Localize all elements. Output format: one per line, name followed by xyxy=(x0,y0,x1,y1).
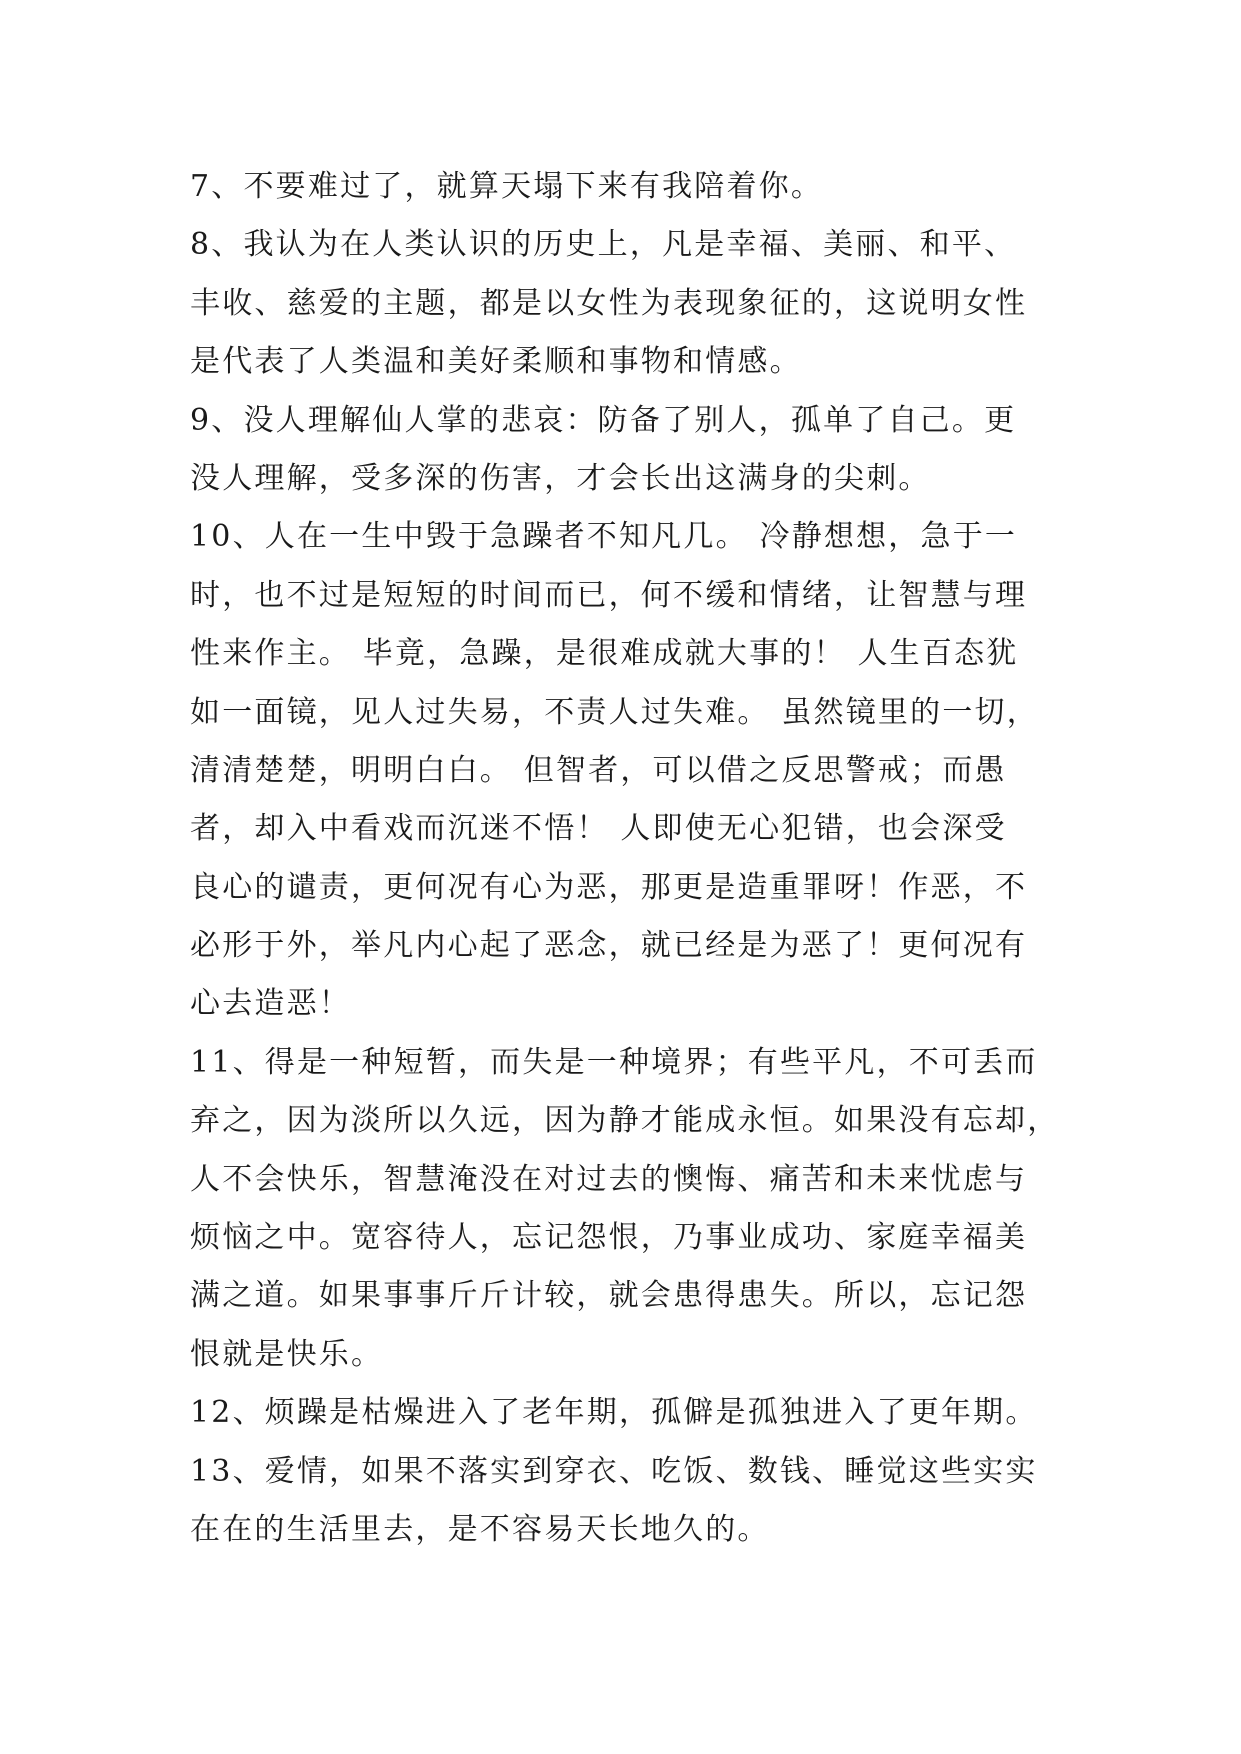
text-line: 丰收、慈爱的主题，都是以女性为表现象征的，这说明女性 xyxy=(190,285,1028,321)
text-line: 12、烦躁是枯燥进入了老年期，孤僻是孤独进入了更年期。 xyxy=(190,1395,1038,1431)
text-line: 11、得是一种短暂，而失是一种境界；有些平凡，不可丢而 xyxy=(190,1044,1038,1080)
text-line: 没人理解，受多深的伤害，才会长出这满身的尖刺。 xyxy=(190,460,931,496)
text-line: 如一面镜，见人过失易，不责人过失难。 虽然镜里的一切， xyxy=(190,694,1039,730)
text-line: 良心的谴责，更何况有心为恶，那更是造重罪呀！作恶，不 xyxy=(190,869,1028,905)
text-line: 恨就是快乐。 xyxy=(190,1336,384,1372)
text-line: 清清楚楚，明明白白。 但智者，可以借之反思警戒；而愚 xyxy=(190,752,1007,788)
text-line: 8、我认为在人类认识的历史上，凡是幸福、美丽、和平、 xyxy=(190,227,1017,263)
text-line: 10、人在一生中毁于急躁者不知凡几。 冷静想想，急于一 xyxy=(190,519,1018,555)
text-line: 者，却入中看戏而沉迷不悟！ 人即使无心犯错，也会深受 xyxy=(190,811,1007,847)
text-line: 9、没人理解仙人掌的悲哀：防备了别人，孤单了自己。更 xyxy=(190,402,1017,438)
text-line: 弃之，因为淡所以久远，因为静才能成永恒。如果没有忘却， xyxy=(190,1103,1060,1139)
text-line: 性来作主。 毕竟，急躁，是很难成就大事的！ 人生百态犹 xyxy=(190,636,1019,672)
text-line: 时，也不过是短短的时间而已，何不缓和情绪，让智慧与理 xyxy=(190,577,1028,613)
text-line: 13、爱情，如果不落实到穿衣、吃饭、数钱、睡觉这些实实 xyxy=(190,1453,1038,1489)
text-line: 心去造恶！ xyxy=(190,986,351,1022)
text-line: 人不会快乐，智慧淹没在对过去的懊悔、痛苦和未来忧虑与 xyxy=(190,1161,1028,1197)
text-line: 满之道。如果事事斤斤计较，就会患得患失。所以，忘记怨 xyxy=(190,1278,1028,1314)
text-line: 是代表了人类温和美好柔顺和事物和情感。 xyxy=(190,344,802,380)
text-line: 必形于外，举凡内心起了恶念，就已经是为恶了！更何况有 xyxy=(190,928,1028,964)
text-line: 7、不要难过了，就算天塌下来有我陪着你。 xyxy=(190,169,824,204)
text-line: 在在的生活里去，是不容易天长地久的。 xyxy=(190,1511,770,1547)
text-line: 烦恼之中。宽容待人，忘记怨恨，乃事业成功、家庭幸福美 xyxy=(190,1220,1028,1256)
document-body xyxy=(190,158,1070,1559)
